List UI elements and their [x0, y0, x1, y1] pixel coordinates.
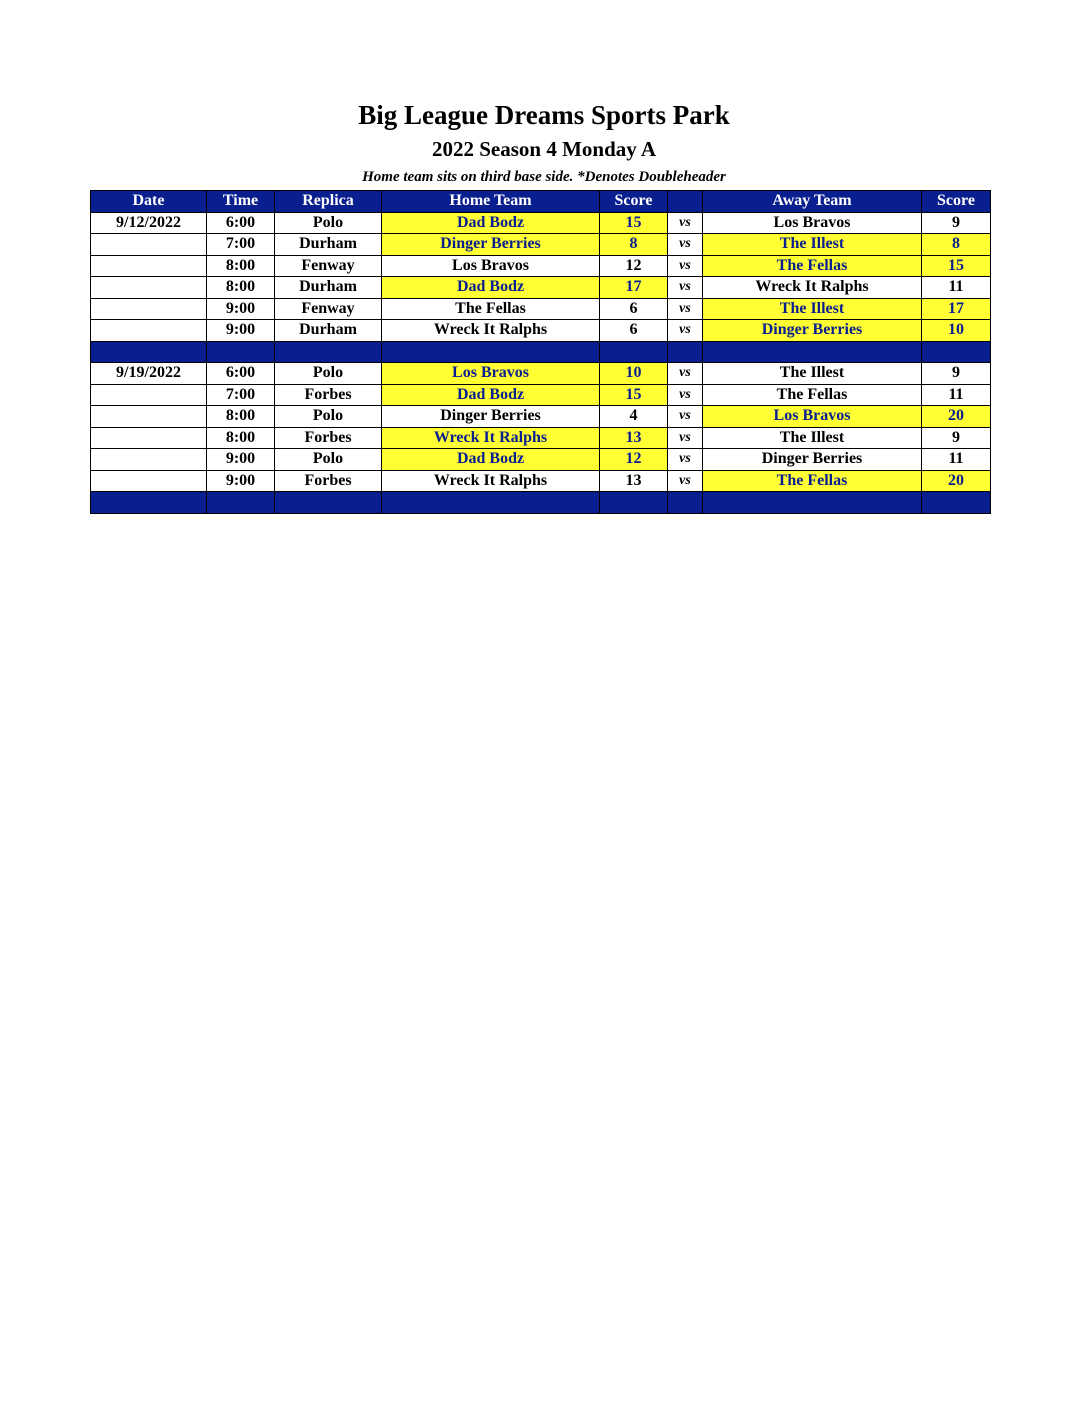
schedule-note: Home team sits on third base side. *Denotes Doubleheader: [362, 169, 726, 185]
away-team-cell: The Fellas: [703, 470, 922, 492]
table-row: [91, 470, 991, 492]
replica-cell: Forbes: [275, 384, 382, 406]
time-cell: 9:00: [207, 298, 275, 320]
separator-cell: [668, 341, 703, 363]
header-row: [91, 191, 991, 213]
date-cell: [91, 255, 207, 277]
vs-cell: vs: [668, 255, 703, 277]
separator-cell: [922, 492, 991, 514]
replica-cell: Fenway: [275, 255, 382, 277]
replica-cell: Fenway: [275, 298, 382, 320]
replica-cell: Forbes: [275, 470, 382, 492]
time-cell: 8:00: [207, 427, 275, 449]
away-score-cell: 8: [922, 234, 991, 256]
time-cell: 8:00: [207, 406, 275, 428]
home-score-cell: 4: [600, 406, 668, 428]
separator-cell: [600, 492, 668, 514]
time-cell: 9:00: [207, 320, 275, 342]
away-score-cell: 11: [922, 384, 991, 406]
col-header-replica: Replica: [275, 191, 382, 213]
table-row: [91, 320, 991, 342]
away-team-cell: Los Bravos: [703, 406, 922, 428]
away-score-cell: 11: [922, 277, 991, 299]
replica-cell: Polo: [275, 406, 382, 428]
separator-cell: [600, 341, 668, 363]
home-score-cell: 13: [600, 427, 668, 449]
separator-cell: [922, 341, 991, 363]
table-row: [91, 234, 991, 256]
date-cell: [91, 234, 207, 256]
away-score-cell: 17: [922, 298, 991, 320]
home-score-cell: 12: [600, 449, 668, 471]
vs-cell: vs: [668, 427, 703, 449]
away-score-cell: 9: [922, 427, 991, 449]
col-header-home-score: Score: [600, 191, 668, 213]
home-team-cell: Wreck It Ralphs: [382, 427, 600, 449]
vs-cell: vs: [668, 363, 703, 385]
away-team-cell: Dinger Berries: [703, 320, 922, 342]
home-team-cell: The Fellas: [382, 298, 600, 320]
time-cell: 9:00: [207, 470, 275, 492]
away-team-cell: Dinger Berries: [703, 449, 922, 471]
table-row: [91, 406, 991, 428]
home-team-cell: Dad Bodz: [382, 449, 600, 471]
home-score-cell: 6: [600, 298, 668, 320]
time-cell: 6:00: [207, 363, 275, 385]
replica-cell: Polo: [275, 212, 382, 234]
date-cell: 9/12/2022: [91, 212, 207, 234]
separator-cell: [382, 492, 600, 514]
col-header-away-team: Away Team: [703, 191, 922, 213]
vs-cell: vs: [668, 449, 703, 471]
separator-cell: [91, 341, 207, 363]
home-team-cell: Dinger Berries: [382, 234, 600, 256]
separator-cell: [275, 492, 382, 514]
col-header-vs: [668, 191, 703, 213]
date-cell: [91, 449, 207, 471]
home-score-cell: 10: [600, 363, 668, 385]
home-team-cell: Dad Bodz: [382, 277, 600, 299]
table-row: [91, 277, 991, 299]
time-cell: 8:00: [207, 255, 275, 277]
away-score-cell: 10: [922, 320, 991, 342]
home-score-cell: 17: [600, 277, 668, 299]
time-cell: 6:00: [207, 212, 275, 234]
table-row: [91, 298, 991, 320]
col-header-date: Date: [91, 191, 207, 213]
away-score-cell: 20: [922, 406, 991, 428]
table-row: [91, 363, 991, 385]
schedule-body: [91, 212, 991, 513]
table-row: [91, 427, 991, 449]
home-team-cell: Dad Bodz: [382, 212, 600, 234]
col-header-time: Time: [207, 191, 275, 213]
away-score-cell: 20: [922, 470, 991, 492]
season-subtitle: 2022 Season 4 Monday A: [431, 137, 657, 161]
away-team-cell: Wreck It Ralphs: [703, 277, 922, 299]
home-score-cell: 13: [600, 470, 668, 492]
vs-cell: vs: [668, 406, 703, 428]
replica-cell: Durham: [275, 277, 382, 299]
home-team-cell: Los Bravos: [382, 255, 600, 277]
away-score-cell: 11: [922, 449, 991, 471]
table-row: [91, 384, 991, 406]
away-team-cell: The Illest: [703, 363, 922, 385]
vs-cell: vs: [668, 277, 703, 299]
away-team-cell: The Illest: [703, 234, 922, 256]
schedule-table: [90, 190, 991, 514]
col-header-home-team: Home Team: [382, 191, 600, 213]
vs-cell: vs: [668, 384, 703, 406]
away-score-cell: 15: [922, 255, 991, 277]
home-score-cell: 12: [600, 255, 668, 277]
time-cell: 8:00: [207, 277, 275, 299]
date-cell: [91, 320, 207, 342]
date-cell: [91, 427, 207, 449]
home-score-cell: 15: [600, 384, 668, 406]
home-team-cell: Los Bravos: [382, 363, 600, 385]
vs-cell: vs: [668, 298, 703, 320]
home-team-cell: Dinger Berries: [382, 406, 600, 428]
replica-cell: Durham: [275, 234, 382, 256]
home-score-cell: 6: [600, 320, 668, 342]
table-row: [91, 255, 991, 277]
separator-cell: [668, 492, 703, 514]
replica-cell: Forbes: [275, 427, 382, 449]
time-cell: 7:00: [207, 384, 275, 406]
home-team-cell: Wreck It Ralphs: [382, 470, 600, 492]
away-team-cell: The Illest: [703, 427, 922, 449]
table-row: [91, 449, 991, 471]
separator-cell: [91, 492, 207, 514]
away-team-cell: Los Bravos: [703, 212, 922, 234]
away-team-cell: The Fellas: [703, 255, 922, 277]
vs-cell: vs: [668, 320, 703, 342]
separator-cell: [275, 341, 382, 363]
separator-cell: [703, 492, 922, 514]
separator-cell: [382, 341, 600, 363]
home-team-cell: Wreck It Ralphs: [382, 320, 600, 342]
replica-cell: Polo: [275, 449, 382, 471]
replica-cell: Polo: [275, 363, 382, 385]
away-score-cell: 9: [922, 212, 991, 234]
page-title: Big League Dreams Sports Park: [358, 100, 730, 130]
time-cell: 9:00: [207, 449, 275, 471]
home-score-cell: 15: [600, 212, 668, 234]
table-row: [91, 212, 991, 234]
date-cell: [91, 277, 207, 299]
away-score-cell: 9: [922, 363, 991, 385]
home-score-cell: 8: [600, 234, 668, 256]
time-cell: 7:00: [207, 234, 275, 256]
separator-cell: [207, 341, 275, 363]
separator-cell: [207, 492, 275, 514]
date-cell: [91, 384, 207, 406]
home-team-cell: Dad Bodz: [382, 384, 600, 406]
week-separator-row: [91, 492, 991, 514]
replica-cell: Durham: [275, 320, 382, 342]
date-cell: [91, 470, 207, 492]
week-separator-row: [91, 341, 991, 363]
vs-cell: vs: [668, 234, 703, 256]
vs-cell: vs: [668, 470, 703, 492]
away-team-cell: The Illest: [703, 298, 922, 320]
away-team-cell: The Fellas: [703, 384, 922, 406]
col-header-away-score: Score: [922, 191, 991, 213]
vs-cell: vs: [668, 212, 703, 234]
separator-cell: [703, 341, 922, 363]
date-cell: [91, 298, 207, 320]
date-cell: [91, 406, 207, 428]
date-cell: 9/19/2022: [91, 363, 207, 385]
